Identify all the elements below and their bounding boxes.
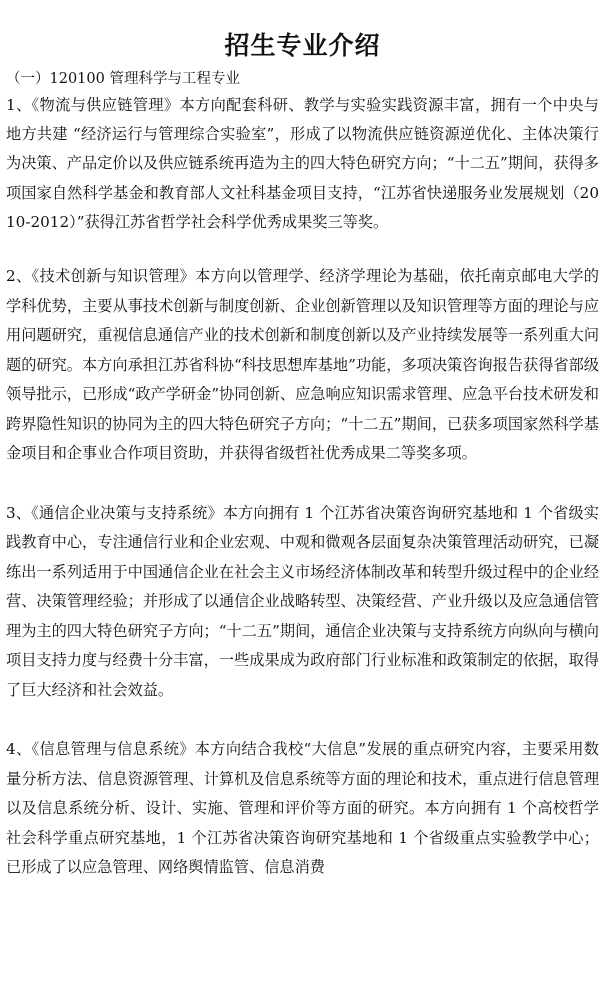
- paragraph-telecom: 3、《通信企业决策与支持系统》本方向拥有 1 个江苏省决策咨询研究基地和 1 个省级实践教育中心，专注通信行业和企业宏观、中观和微观各层面复杂决策管理活动研究，已凝练出一系列适用于中国通信企业在社会主义市场经济体制改革和转型升级过程中的企业经营、决策管理经验；并形成了以通信企业战略转型、决策经营、产业升级以及应急通信管理为主的四大特色研究子方向；“十二五”期间，通信企业决策与支持系统方向纵向与横向项目支持力度与经费十分丰富，一些成果成为政府部门行业标准和政策制定的依据，取得了巨大经济和社会效益。: [6, 503, 599, 699]
- paragraph-innovation: 2、《技术创新与知识管理》本方向以管理学、经济学理论为基础，依托南京邮电大学的学科优势，主要从事技术创新与制度创新、企业创新管理以及知识管理等方面的理论与应用问题研究，重视信息通信产业的技术创新和制度创新以及产业持续发展等一系列重大问题的研究。本方向承担江苏省科协“科技思想库基地”功能，多项决策咨询报告获得省部级领导批示，已形成“政产学研金”协同创新、应急响应知识需求管理、应急平台技术研发和跨界隐性知识的协同为主的四大特色研究子方向；“十二五”期间，已获多项国家然科学基金项目和企事业合作项目资助，并获得省级哲社优秀成果二等奖多项。: [6, 267, 599, 463]
- section-heading: （一）120100 管理科学与工程专业: [6, 71, 240, 87]
- page-title: 招生专业介绍: [224, 31, 381, 60]
- paragraph-logistics: 1、《物流与供应链管理》本方向配套科研、教学与实验实践资源丰富，拥有一个中央与地方共建 “经济运行与管理综合实验室”，形成了以物流供应链资源逆优化、主体决策行为决策、产品定价以及供应链系统再造为主的四大特色研究方向；“十二五”期间，获得多项国家自然科学基金和教育部人文社科基金项目支持，“江苏省快递服务业发展规划（2010-2012）”获得江苏省哲学社会科学优秀成果奖三等奖。: [6, 96, 599, 231]
- paragraph-infosys: 4、《信息管理与信息系统》本方向结合我校“大信息”发展的重点研究内容，主要采用数量分析方法、信息资源管理、计算机及信息系统等方面的理论和技术，重点进行信息管理以及信息系统分析、设计、实施、管理和评价等方面的研究。本方向拥有 1 个高校哲学社会科学重点研究基地，1 个江苏省决策咨询研究基地和 1 个省级重点实验教学中心；已形成了以应急管理、网络舆情监管、信息消费: [6, 740, 599, 877]
